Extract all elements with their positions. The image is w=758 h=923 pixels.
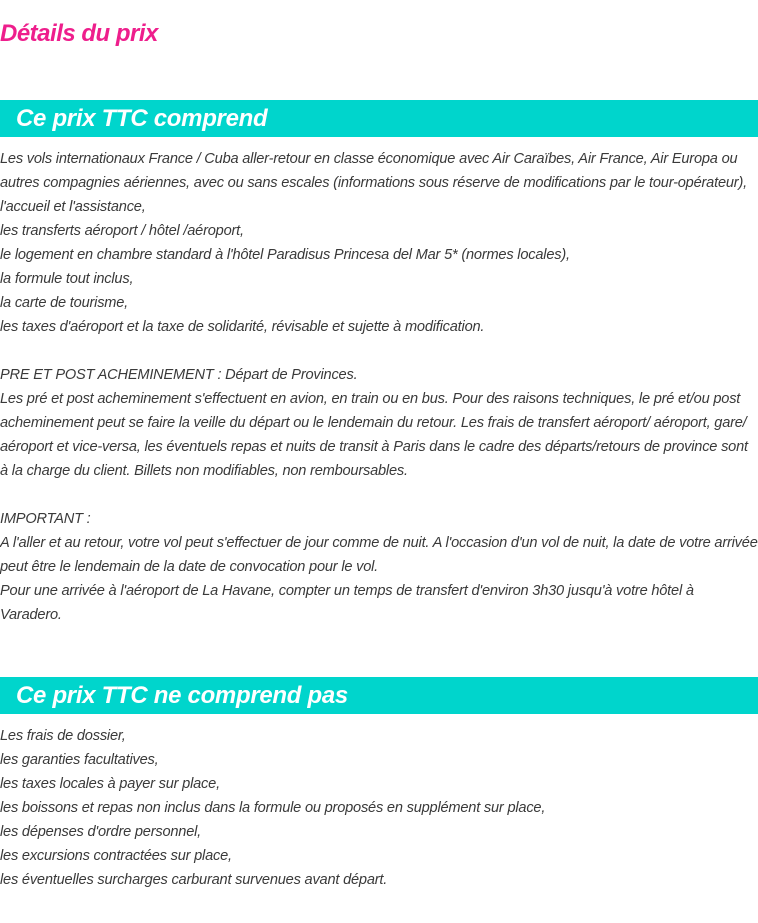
- excluded-item: les éventuelles surcharges carburant survenues avant départ.: [0, 872, 388, 888]
- excluded-item: les dépenses d'ordre personnel,: [0, 824, 202, 840]
- included-list: [0, 147, 758, 339]
- pre-post-text: Les pré et post acheminement s'effectuent en avion, en train ou en bus. Pour des raisons techniques, le pré et/ou post acheminement peut se faire la veille du départ ou le lendemain du retour. Les frais de transfert aéroport/ aéroport, gare/ aéroport et vice-versa, les éventuels repas et nuits de transit à Paris dans le cadre des départs/retours de province sont à la charge du client. Billets non modifiables, non remboursables.: [0, 391, 748, 479]
- included-item: les transferts aéroport / hôtel /aéroport,: [0, 223, 244, 239]
- included-item: le logement en chambre standard à l'hôtel Paradisus Princesa del Mar 5* (normes locales),: [0, 247, 570, 263]
- excluded-item: les excursions contractées sur place,: [0, 848, 232, 864]
- important-line: A l'aller et au retour, votre vol peut s'effectuer de jour comme de nuit. A l'occasion d'un vol de nuit, la date de votre arrivée peut être le lendemain de la date de convocation pour le vol.: [0, 535, 758, 575]
- page-title: Détails du prix: [0, 20, 158, 47]
- included-section-header: [0, 100, 758, 137]
- important-block: [0, 507, 758, 627]
- excluded-item: les taxes locales à payer sur place,: [0, 776, 220, 792]
- excluded-section-header: [0, 677, 758, 714]
- included-item: les taxes d'aéroport et la taxe de solidarité, révisable et sujette à modification.: [0, 319, 485, 335]
- included-item: Les vols internationaux France / Cuba aller-retour en classe économique avec Air Caraïbes, Air France, Air Europa ou autres compagnies aériennes, avec ou sans escales (informations sous réserve de modifications par le tour-opérateur),: [0, 151, 747, 191]
- excluded-item: Les frais de dossier,: [0, 728, 126, 744]
- important-line: Pour une arrivée à l'aéroport de La Havane, compter un temps de transfert d'environ 3h30 jusqu'à votre hôtel à Varadero.: [0, 583, 694, 623]
- included-heading: Ce prix TTC comprend: [16, 105, 268, 132]
- excluded-list: [0, 724, 758, 892]
- included-item: la carte de tourisme,: [0, 295, 129, 311]
- pre-post-block: [0, 363, 758, 483]
- excluded-item: les boissons et repas non inclus dans la formule ou proposés en supplément sur place,: [0, 800, 546, 816]
- excluded-heading: Ce prix TTC ne comprend pas: [16, 682, 348, 709]
- important-heading: IMPORTANT :: [0, 511, 91, 527]
- excluded-item: les garanties facultatives,: [0, 752, 159, 768]
- included-item: la formule tout inclus,: [0, 271, 134, 287]
- pre-post-heading: PRE ET POST ACHEMINEMENT : Départ de Provinces.: [0, 367, 358, 383]
- included-item: l'accueil et l'assistance,: [0, 199, 146, 215]
